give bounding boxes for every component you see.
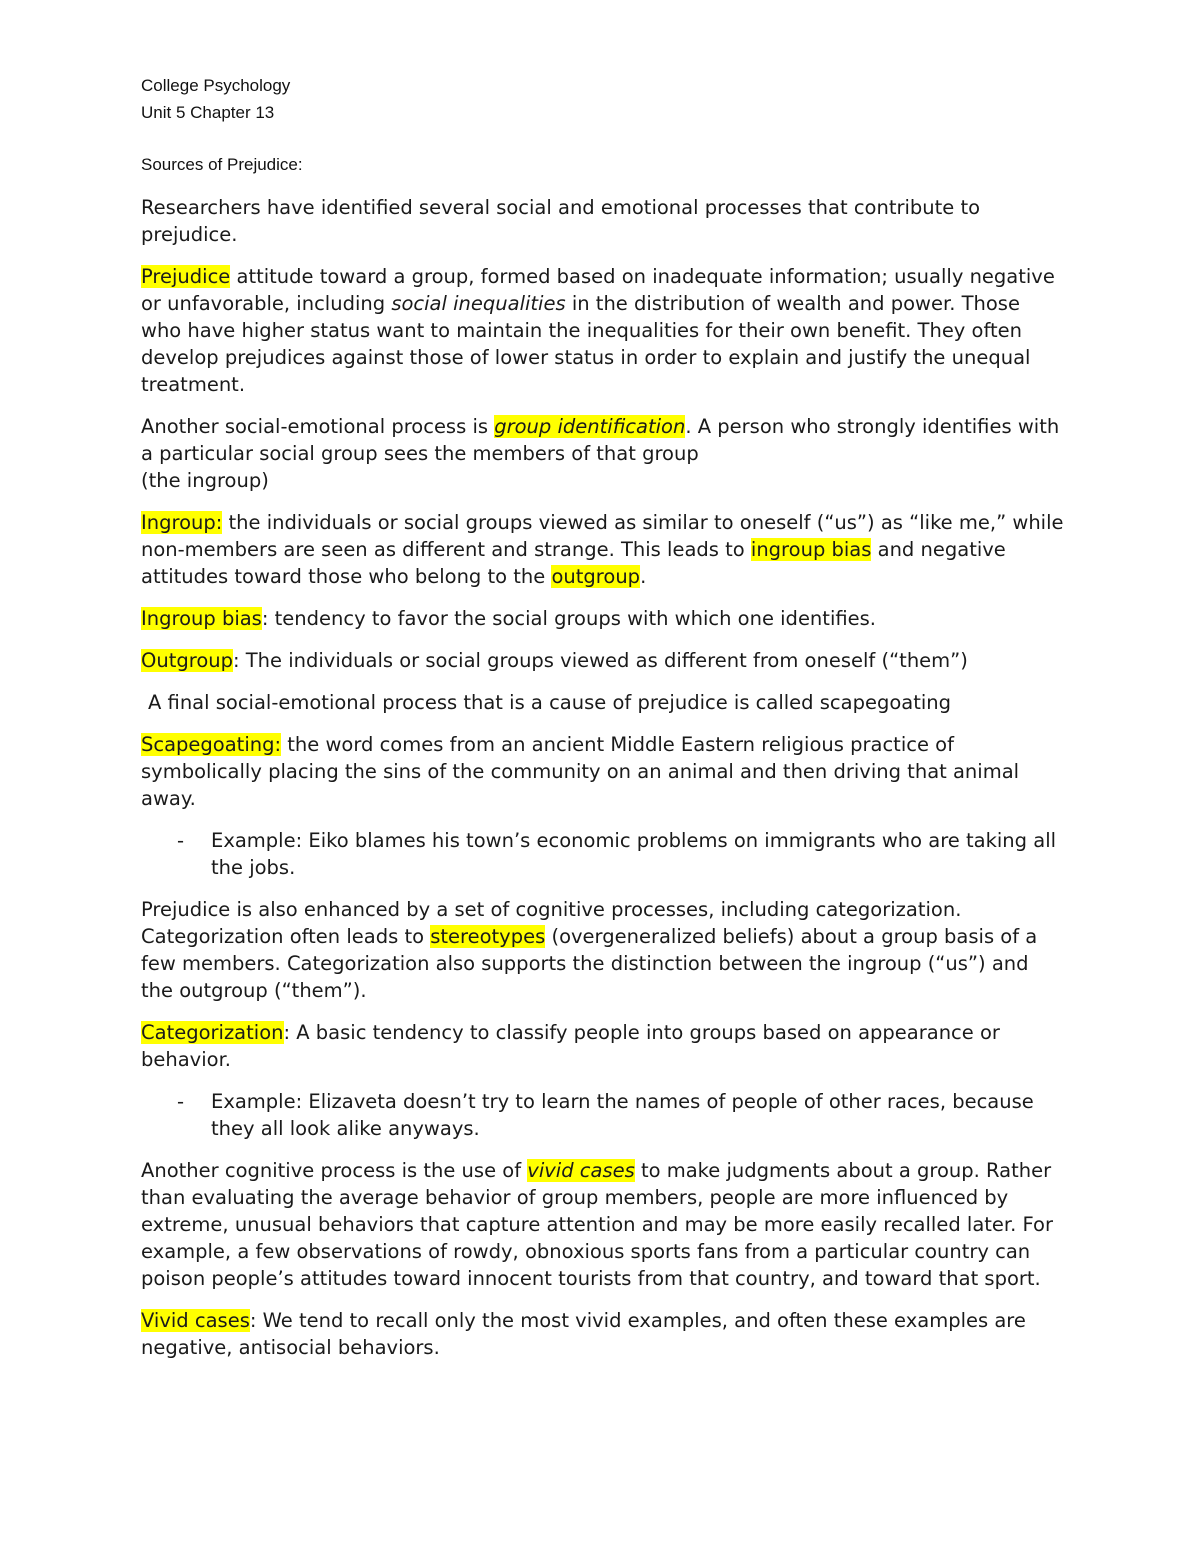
highlight-stereotypes: stereotypes [430,925,546,948]
prejudice-text-a: attitude toward a group, formed based on inadequate information; usually negative or unfavorable, including [141,265,1055,315]
vivid-text-b: to make judgments about a group. Rather than evaluating the average behavior of group members, people are more influenced by extreme, unusual behaviors that capture attention and may be more easily recalled later. For example, a few observations of rowdy, obnoxious sports fans from a particular country can poison people’s attitudes toward innocent tourists from that country, and toward that sport. [141,1159,1054,1290]
highlight-vivid-cases: vivid cases [527,1159,635,1182]
highlight-ingroup-bias-term: Ingroup bias [141,607,262,630]
ingroup-bias-definition: : tendency to favor the social groups with which one identifies. [261,607,876,630]
categorization-paragraph [141,1019,1066,1073]
unit-chapter: Unit 5 Chapter 13 [141,103,275,122]
intro-paragraph: Researchers have identified several social and emotional processes that contribute to prejudice. [141,196,981,246]
ingroup-text-a: the individuals or social groups viewed as similar to oneself (“us”) as “like me,” while non-members are seen as different and strange. This leads to [141,511,1064,561]
example-bullet-1 [141,827,1066,881]
scapegoating-definition: the word comes from an ancient Middle Eastern religious practice of symbolically placing the sins of the community on an animal and then driving that animal away. [141,733,1020,810]
cognitive-text-b: (overgeneralized beliefs) about a group basis of a few members. Categorization also supports the distinction between the ingroup (“us”) and the outgroup (“them”). [141,925,1038,1002]
vivid-cases-definition-paragraph [141,1307,1066,1361]
highlight-vivid-cases-term: Vivid cases [141,1309,250,1332]
highlight-outgroup: outgroup [551,565,641,588]
cognitive-paragraph [141,896,1066,1004]
example-2-text: Example: Elizaveta doesn’t try to learn the names of people of other races, because they all look alike anyways. [211,1090,1034,1140]
group-id-text-c: (the ingroup) [141,469,269,492]
section-title: Sources of Prejudice: [141,155,303,174]
outgroup-paragraph [141,647,1066,674]
group-identification-paragraph [141,413,1066,494]
italic-social-inequalities: social inequalities [391,292,566,315]
prejudice-text-b: in the distribution of wealth and power. Those who have higher status want to maintain the inequalities for their own benefit. They often develop prejudices against those of lower status in order to explain and justify the unequal treatment. [141,292,1031,396]
group-id-text-a: Another social-emotional process is [141,415,495,438]
example-1-text: Example: Eiko blames his town’s economic problems on immigrants who are taking all the jobs. [211,829,1057,879]
ingroup-text-c: . [640,565,647,588]
highlight-categorization: Categorization [141,1021,284,1044]
outgroup-definition: : The individuals or social groups viewed as different from oneself (“them”) [233,649,968,672]
ingroup-bias-paragraph [141,605,1066,632]
course-title: College Psychology [141,76,291,95]
bullet-dash: - [177,1090,185,1113]
prejudice-paragraph [141,263,1066,398]
document-body [141,194,1066,1376]
group-id-text-b: . A person who strongly identifies with a particular social group sees the members of that group [141,415,1060,465]
ingroup-paragraph [141,509,1066,590]
scapegoating-intro-paragraph: A final social-emotional process that is a cause of prejudice is called scapegoating [148,691,952,714]
document-header [141,72,290,126]
bullet-dash: - [177,829,185,852]
vivid-cases-paragraph [141,1157,1066,1292]
cognitive-text-a: Prejudice is also enhanced by a set of cognitive processes, including categorization. Categorization often leads to [141,898,962,948]
highlight-ingroup-bias: ingroup bias [750,538,872,561]
highlight-scapegoating: Scapegoating: [141,733,282,756]
highlight-group-identification: group identification [494,415,686,438]
example-bullet-2 [141,1088,1066,1142]
vivid-text-a: Another cognitive process is the use of [141,1159,528,1182]
highlight-prejudice: Prejudice [141,265,231,288]
ingroup-text-b: and negative attitudes toward those who belong to the [141,538,1006,588]
scapegoating-paragraph [141,731,1066,812]
categorization-definition: : A basic tendency to classify people into groups based on appearance or behavior. [141,1021,1000,1071]
highlight-outgroup-term: Outgroup [141,649,233,672]
highlight-ingroup: Ingroup: [141,511,223,534]
vivid-cases-definition: : We tend to recall only the most vivid examples, and often these examples are negative, antisocial behaviors. [141,1309,1026,1359]
